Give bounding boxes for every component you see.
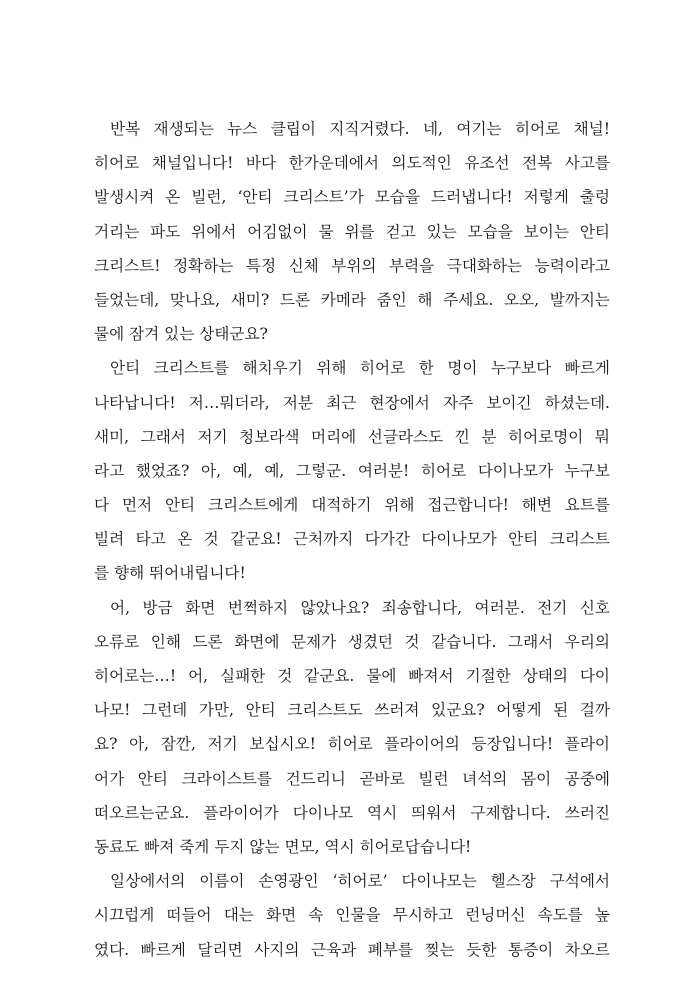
text-line: 히어로는…! 어, 실패한 것 같군요. 물에 빠져서 기절한 상태의 다이 [94,667,610,685]
text-line: 히어로 채널입니다! 바다 한가운데에서 의도적인 유조선 전복 사고를 [94,154,610,173]
text-line: 빌려 타고 온 것 같군요! 근처까지 다가간 다이나모가 안티 크리스트 [94,530,610,549]
text-line: 를 향해 뛰어내립니다! [94,564,246,583]
text-line: 안티 크리스트를 해치우기 위해 히어로 한 명이 누구보다 빠르게 [110,359,610,378]
text-line: 크리스트! 정확하는 특정 신체 부위의 부력을 극대화하는 능력이라고 [94,256,610,275]
text-line: 들었는데, 맞나요, 새미? 드론 카메라 줌인 해 주세요. 오오, 발까지는 [94,290,610,309]
text-line: 오류로 인해 드론 화면에 문제가 생겼던 것 같습니다. 그래서 우리의 [94,632,610,651]
text-line: 다 먼저 안티 크리스트에게 대적하기 위해 접근합니다! 해변 요트를 [94,496,610,515]
text-line: 거리는 파도 위에서 어김없이 물 위를 걷고 있는 모습을 보이는 안티 [94,222,610,241]
body-text [94,112,610,967]
text-line: 였다. 빠르게 달리면 사지의 근육과 폐부를 찢는 듯한 통증이 차오르 [94,940,610,959]
text-line: 발생시켜 온 빌런, ‘안티 크리스트’가 모습을 드러냅니다! 저렇게 출렁 [94,188,610,207]
text-line: 새미, 그래서 저기 청보라색 머리에 선글라스도 낀 분 히어로명이 뭐 [94,427,610,446]
text-line: 일상에서의 이름이 손영광인 ‘히어로’ 다이나모는 헬스장 구석에서 [110,872,610,891]
text-line: 라고 했었죠? 아, 예, 예, 그렇군. 여러분! 히어로 다이나모가 누구보 [94,461,610,480]
text-line: 동료도 빠져 죽게 두지 않는 면모, 역시 히어로답습니다! [94,837,472,856]
text-line: 반복 재생되는 뉴스 클립이 지직거렸다. 네, 여기는 히어로 채널! [110,120,610,138]
text-line: 나모! 그런데 가만, 안티 크리스트도 쓰러져 있군요? 어떻게 된 걸까 [94,701,610,720]
text-line: 요? 아, 잠깐, 저기 보십시오! 히어로 플라이어의 등장입니다! 플라이 [94,735,610,754]
text-line: 시끄럽게 떠들어 대는 화면 속 인물을 무시하고 런닝머신 속도를 높 [94,906,610,925]
text-line: 어가 안티 크라이스트를 건드리니 곧바로 빌런 녀석의 몸이 공중에 [94,769,610,788]
text-line: 물에 잠겨 있는 상태군요? [94,325,268,344]
text-line: 떠오르는군요. 플라이어가 다이나모 역시 띄워서 구제합니다. 쓰러진 [94,803,610,822]
text-line: 나타납니다! 저…뭐더라, 저분 최근 현장에서 자주 보이긴 하셨는데. [94,393,610,412]
text-line: 어, 방금 화면 번쩍하지 않았나요? 죄송합니다, 여러분. 전기 신호 [110,598,610,617]
